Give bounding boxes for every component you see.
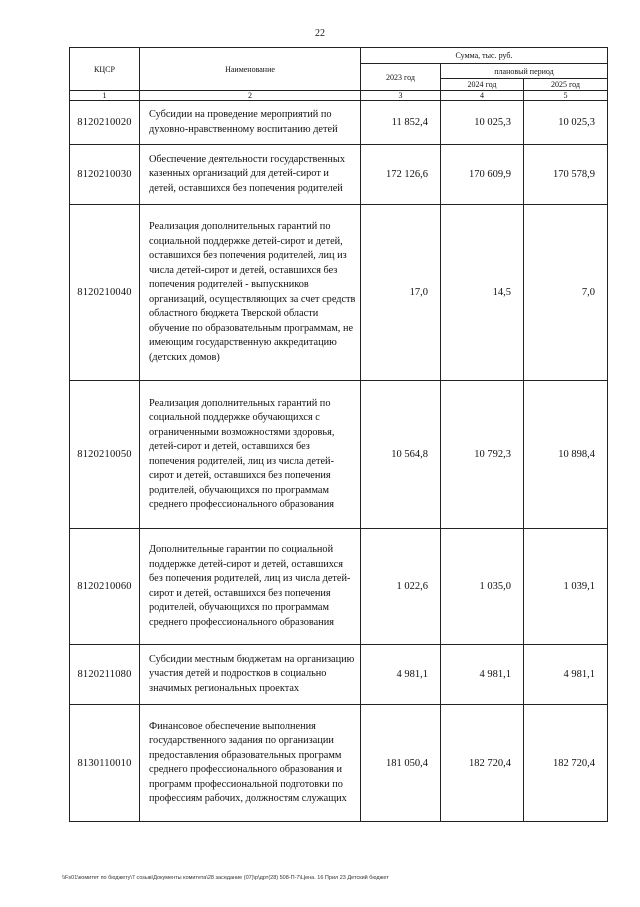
column-number: 5: [524, 91, 608, 101]
row-code: 8120210060: [70, 529, 140, 645]
column-number: 1: [70, 91, 140, 101]
header-planned-period: плановый период: [441, 64, 608, 79]
row-value-2024: 14,5: [441, 205, 524, 381]
row-value-2024: 10 025,3: [441, 101, 524, 145]
budget-table: [69, 47, 608, 822]
column-number: 3: [361, 91, 441, 101]
row-name: Обеспечение деятельности государственных казенных организаций для детей-сирот и детей, оставшихся без попечения родителей: [140, 145, 361, 205]
table-row: [70, 381, 608, 529]
column-number-row: [70, 91, 608, 101]
row-value-2023: 172 126,6: [361, 145, 441, 205]
row-code: 8120211080: [70, 645, 140, 705]
page-number: 22: [315, 28, 325, 39]
row-code: 8130110010: [70, 705, 140, 822]
table-row: [70, 645, 608, 705]
row-value-2025: 10 898,4: [524, 381, 608, 529]
row-name: Субсидии местным бюджетам на организацию участия детей и подростков в социально значимых региональных проектах: [140, 645, 361, 705]
row-value-2025: 7,0: [524, 205, 608, 381]
row-value-2023: 17,0: [361, 205, 441, 381]
row-name: Реализация дополнительных гарантий по социальной поддержке детей-сирот и детей, оставшихся без попечения родителей, лиц из числа детей-сирот и детей, оставшихся без попечения родителей - выпускников организаций, осуществляющих за счет средств областного бюджета Тверской области обучение по образовательным программам, не имеющим государственную аккредитацию (детских домов): [140, 205, 361, 381]
column-number: 2: [140, 91, 361, 101]
row-value-2025: 170 578,9: [524, 145, 608, 205]
row-code: 8120210030: [70, 145, 140, 205]
table-row: [70, 101, 608, 145]
row-name: Финансовое обеспечение выполнения государственного задания по организации предоставления образовательных программ среднего профессионального образования и программ профессиональной подготовки по профессиям рабочих, должностям служащих: [140, 705, 361, 822]
row-value-2025: 4 981,1: [524, 645, 608, 705]
table-row: [70, 145, 608, 205]
row-value-2023: 4 981,1: [361, 645, 441, 705]
header-year-2025: 2025 год: [524, 79, 608, 91]
row-value-2023: 181 050,4: [361, 705, 441, 822]
row-code: 8120210050: [70, 381, 140, 529]
row-value-2024: 1 035,0: [441, 529, 524, 645]
row-value-2023: 10 564,8: [361, 381, 441, 529]
row-value-2024: 170 609,9: [441, 145, 524, 205]
row-value-2024: 182 720,4: [441, 705, 524, 822]
header-name: Наименование: [140, 48, 361, 91]
header-year-2024: 2024 год: [441, 79, 524, 91]
row-name: Дополнительные гарантии по социальной поддержке детей-сирот и детей, оставшихся без попечения родителей, лиц из числа детей-сирот и детей, оставшихся без попечения родителей, обучающихся по программам среднего профессионального образования: [140, 529, 361, 645]
row-name: Реализация дополнительных гарантий по социальной поддержке обучающихся с ограниченными возможностями здоровья, детей-сирот и детей, оставшихся без попечения родителей, лиц из числа детей-сирот и детей, оставшихся без попечения родителей, обучающихся по программам среднего профессионального образования: [140, 381, 361, 529]
row-code: 8120210040: [70, 205, 140, 381]
row-code: 8120210020: [70, 101, 140, 145]
column-number: 4: [441, 91, 524, 101]
footer-file-path: \\Fs01\комитет по бюджету\7 созыв\Документы комитета\28 заседание (07)\р\дрт(28) 508-П-7\Цена. 16 Прил 23 Детский бюджет: [62, 875, 389, 881]
table-row: [70, 529, 608, 645]
row-value-2023: 1 022,6: [361, 529, 441, 645]
table-row: [70, 705, 608, 822]
row-value-2023: 11 852,4: [361, 101, 441, 145]
row-name: Субсидии на проведение мероприятий по духовно-нравственному воспитанию детей: [140, 101, 361, 145]
row-value-2024: 10 792,3: [441, 381, 524, 529]
table-row: [70, 205, 608, 381]
header-year-2023: 2023 год: [361, 64, 441, 91]
header-sum: Сумма, тыс. руб.: [361, 48, 608, 64]
row-value-2025: 10 025,3: [524, 101, 608, 145]
row-value-2025: 1 039,1: [524, 529, 608, 645]
header-kcsr: КЦСР: [70, 48, 140, 91]
row-value-2024: 4 981,1: [441, 645, 524, 705]
row-value-2025: 182 720,4: [524, 705, 608, 822]
